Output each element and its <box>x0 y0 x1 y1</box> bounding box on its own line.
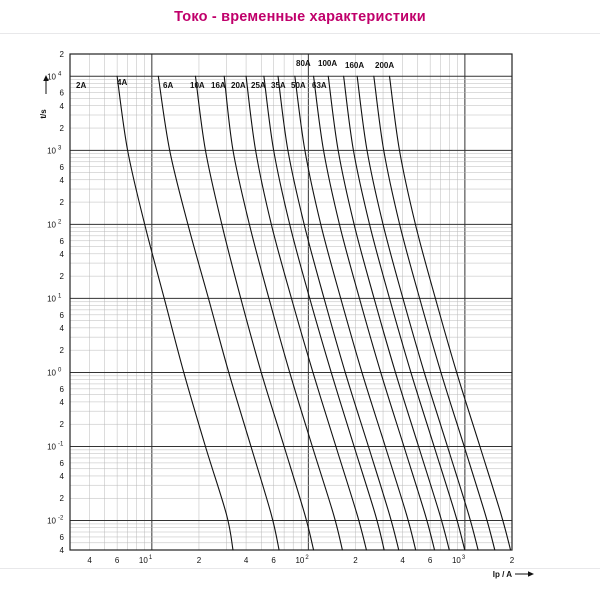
y-tick-label: 2 <box>59 346 64 356</box>
x-axis-name: Ip / A <box>492 570 512 579</box>
y-tick-label: 6 <box>59 384 64 394</box>
curve-label-20A: 20A <box>231 81 246 90</box>
chart-area <box>0 34 600 579</box>
curve-80A <box>344 76 465 550</box>
y-decade-exponent: -1 <box>58 441 64 448</box>
y-tick-label: 2 <box>59 494 64 504</box>
bottom-divider <box>0 568 600 569</box>
y-tick-label: 4 <box>59 249 64 259</box>
x-decade-exponent: 3 <box>461 555 466 561</box>
curve-label-100A: 100A <box>318 59 338 68</box>
x-tick-label: 2 <box>509 556 515 565</box>
y-decade-exponent: 3 <box>58 145 62 152</box>
y-decade-exponent: 4 <box>58 71 62 78</box>
curve-label-10A: 10A <box>190 81 205 90</box>
curve-4A <box>158 76 279 550</box>
y-decade-exponent: 2 <box>58 219 62 226</box>
x-decade-label: 10 <box>295 556 305 565</box>
x-tick-label: 6 <box>427 556 433 565</box>
curve-label-4A: 4A <box>117 78 128 87</box>
y-tick-label: 4 <box>59 175 64 185</box>
curve-label-63A: 63A <box>312 81 327 90</box>
x-decade-exponent: 2 <box>305 555 309 561</box>
curve-2A <box>117 76 233 550</box>
y-decade-exponent: -2 <box>58 515 64 522</box>
curve-label-160A: 160A <box>345 61 365 70</box>
curve-10A <box>224 76 342 550</box>
curve-label-50A: 50A <box>291 81 306 90</box>
y-tick-label: 2 <box>59 272 64 282</box>
y-tick-label: 6 <box>59 162 64 172</box>
time-current-characteristic-chart <box>0 34 600 579</box>
y-tick-label: 4 <box>59 471 64 481</box>
curve-label-2A: 2A <box>76 81 87 90</box>
x-tick-label: 4 <box>87 556 92 565</box>
y-decade-exponent: 0 <box>58 367 62 374</box>
x-tick-label: 4 <box>400 556 405 565</box>
y-decade-label: 10 <box>47 442 56 452</box>
x-tick-label: 6 <box>271 556 276 565</box>
y-tick-label: 6 <box>59 310 64 320</box>
curve-label-6A: 6A <box>163 81 174 90</box>
x-decade-label: 10 <box>451 556 461 565</box>
x-tick-label: 2 <box>196 556 202 565</box>
y-tick-label: 2 <box>59 420 64 430</box>
y-decade-label: 10 <box>47 368 56 378</box>
curve-label-25A: 25A <box>251 81 266 90</box>
y-decade-label: 10 <box>47 146 56 156</box>
curve-50A <box>314 76 435 550</box>
y-decade-label: 10 <box>47 72 56 82</box>
y-axis-name: t/s <box>39 109 48 119</box>
y-decade-label: 10 <box>47 220 56 230</box>
y-tick-label: 6 <box>59 458 64 468</box>
curve-16A <box>246 76 366 550</box>
y-tick-label: 2 <box>59 124 64 134</box>
chart-grid <box>70 54 512 550</box>
x-axis-arrow-head <box>528 571 534 577</box>
y-tick-label: 6 <box>59 236 64 246</box>
y-tick-label: 2 <box>59 198 64 208</box>
y-decade-exponent: 1 <box>58 293 62 300</box>
y-tick-label: 4 <box>59 546 64 555</box>
curve-label-200A: 200A <box>375 61 395 70</box>
y-tick-label: 2 <box>59 50 64 59</box>
y-axis-tick-labels <box>47 50 64 555</box>
x-decade-exponent: 1 <box>148 555 153 561</box>
curve-200A <box>390 76 511 550</box>
x-axis-tick-labels <box>87 555 514 565</box>
y-tick-label: 4 <box>59 397 64 407</box>
y-decade-label: 10 <box>47 516 56 526</box>
curve-label-16A: 16A <box>211 81 226 90</box>
chart-curves <box>117 76 510 550</box>
curve-label-80A: 80A <box>296 59 311 68</box>
y-tick-label: 6 <box>59 532 64 542</box>
y-tick-label: 6 <box>59 88 64 98</box>
curve-labels <box>76 59 394 90</box>
y-tick-label: 4 <box>59 323 64 333</box>
x-tick-label: 6 <box>114 556 120 565</box>
y-tick-label: 4 <box>59 101 64 111</box>
x-tick-label: 2 <box>353 556 358 565</box>
page-title: Токо - временные характеристики <box>174 9 426 25</box>
x-tick-label: 4 <box>243 556 249 565</box>
curve-label-35A: 35A <box>271 81 286 90</box>
curve-160A <box>374 76 495 550</box>
x-decade-label: 10 <box>138 556 148 565</box>
y-decade-label: 10 <box>47 294 56 304</box>
